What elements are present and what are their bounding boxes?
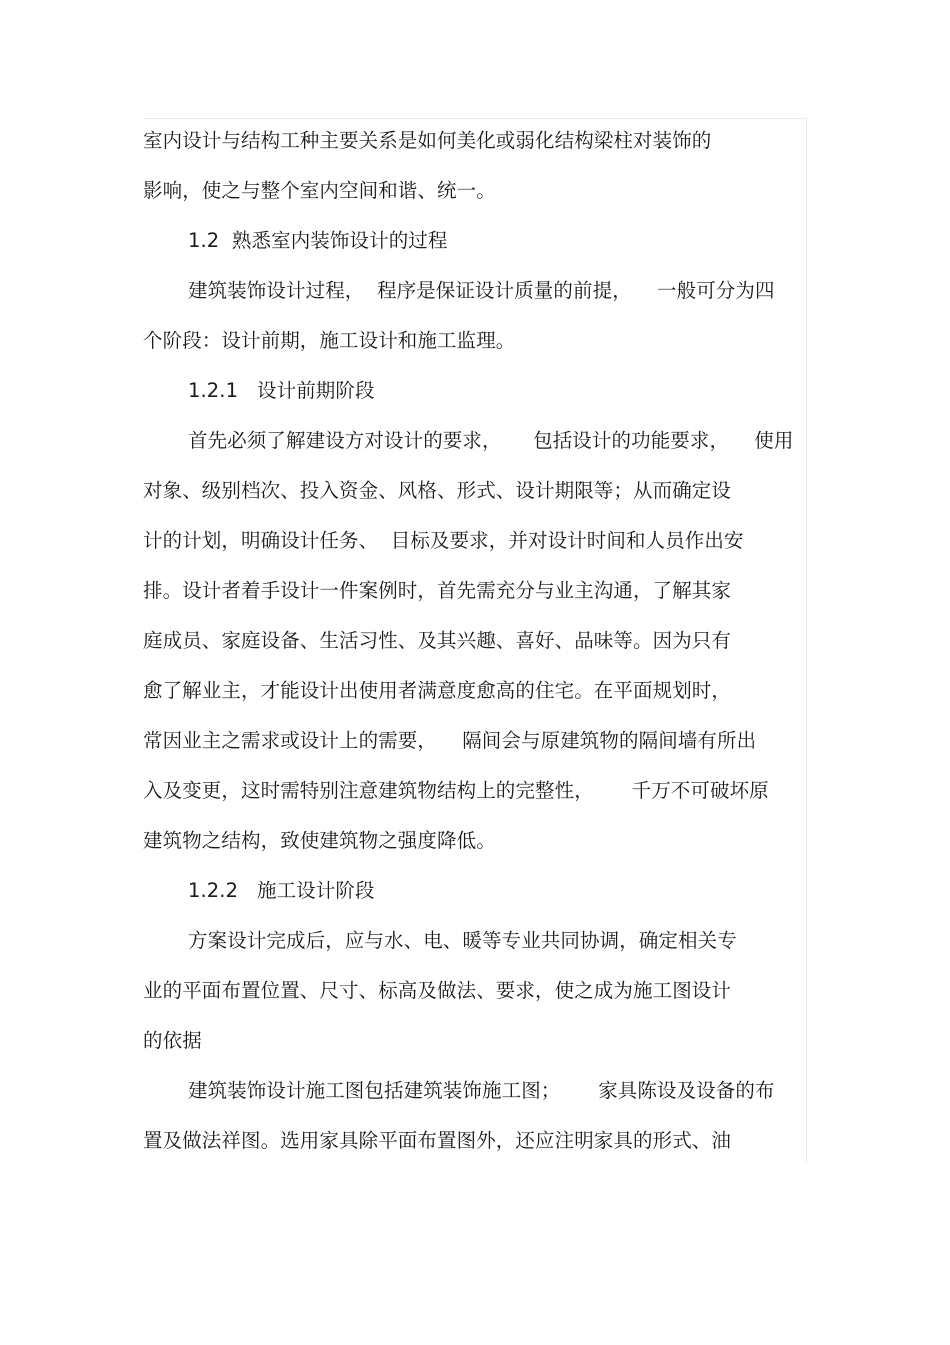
text-line: 排。设计者着手设计一件案例时，首先需充分与业主沟通，了解其家 bbox=[143, 579, 732, 602]
section-heading: 1.2 熟悉室内装饰设计的过程 bbox=[188, 229, 448, 252]
text-line: 室内设计与结构工种主要关系是如何美化或弱化结构梁柱对装饰的 bbox=[143, 129, 712, 152]
section-heading: 1.2.2 施工设计阶段 bbox=[188, 879, 375, 902]
text-line: 对象、级别档次、投入资金、风格、形式、设计期限等；从而确定设 bbox=[143, 479, 732, 502]
text-line: 的依据 bbox=[143, 1029, 202, 1052]
text-line: 建筑装饰设计过程， 程序是保证设计质量的前提， 一般可分为四 bbox=[188, 279, 775, 302]
text-line: 首先必须了解建设方对设计的要求， 包括设计的功能要求， 使用 bbox=[188, 429, 794, 452]
text-line: 个阶段：设计前期，施工设计和施工监理。 bbox=[143, 329, 516, 352]
text-line: 计的计划，明确设计任务、 目标及要求，并对设计时间和人员作出安 bbox=[143, 529, 744, 552]
text-line: 愈了解业主，才能设计出使用者满意度愈高的住宅。在平面规划时， bbox=[143, 679, 732, 702]
text-line: 常因业主之需求或设计上的需要， 隔间会与原建筑物的隔间墙有所出 bbox=[143, 729, 757, 752]
text-line: 建筑装饰设计施工图包括建筑装饰施工图； 家具陈设及设备的布 bbox=[188, 1079, 775, 1102]
text-line: 影响，使之与整个室内空间和谐、统一。 bbox=[143, 179, 496, 202]
text-line: 建筑物之结构，致使建筑物之强度降低。 bbox=[143, 829, 496, 852]
section-heading: 1.2.1 设计前期阶段 bbox=[188, 379, 375, 402]
text-line: 方案设计完成后，应与水、电、暖等专业共同协调，确定相关专 bbox=[188, 929, 737, 952]
text-line: 入及变更，这时需特别注意建筑物结构上的完整性， 千万不可破坏原 bbox=[143, 779, 769, 802]
text-line: 业的平面布置位置、尺寸、标高及做法、要求，使之成为施工图设计 bbox=[143, 979, 732, 1002]
text-line: 置及做法祥图。选用家具除平面布置图外，还应注明家具的形式、油 bbox=[143, 1129, 732, 1152]
text-line: 庭成员、家庭设备、生活习性、及其兴趣、喜好、品味等。因为只有 bbox=[143, 629, 732, 652]
